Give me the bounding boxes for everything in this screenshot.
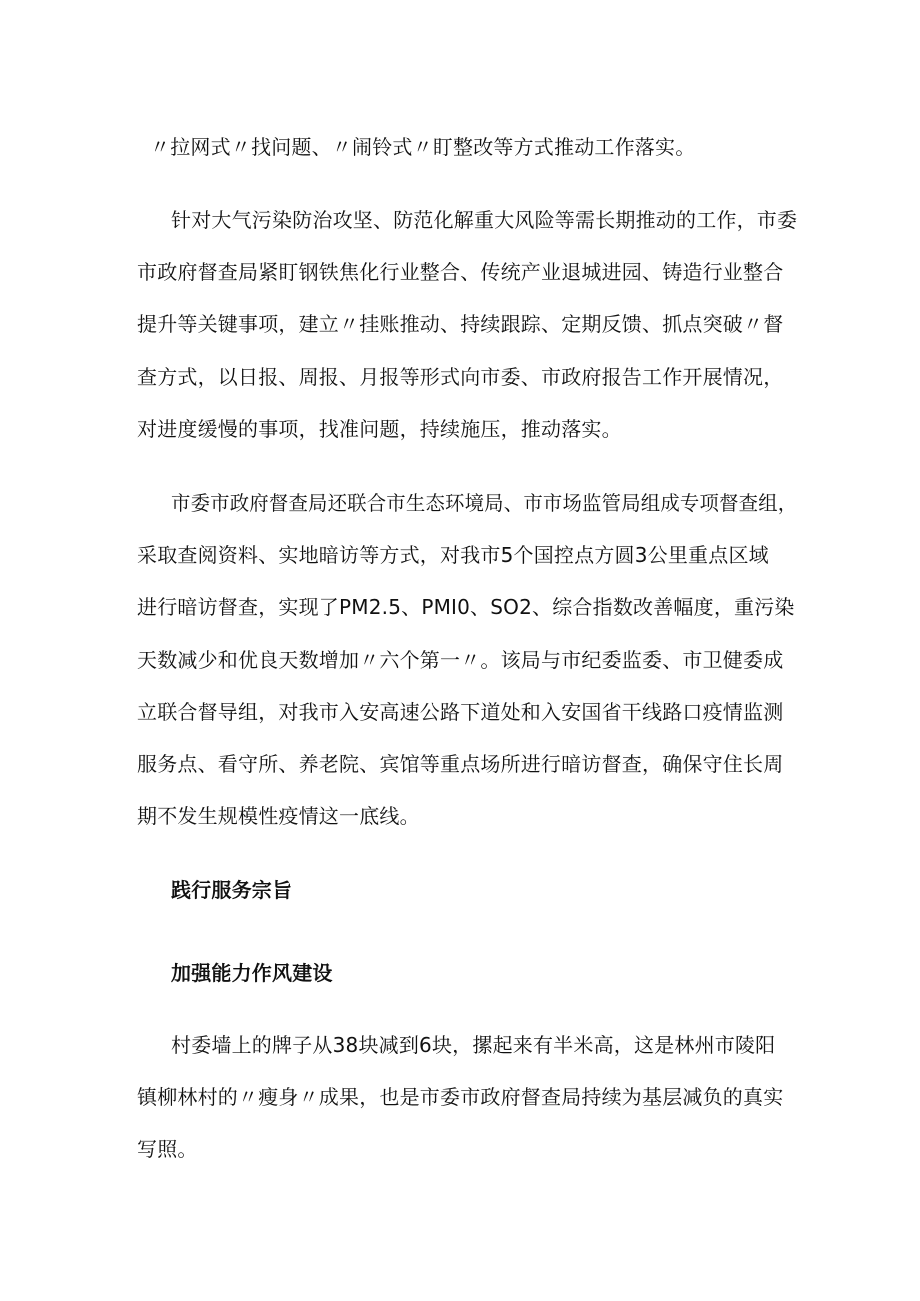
paragraph-line: 村委墙上的牌子从38块减到6块，摞起来有半米高，这是林州市陵阳 <box>171 1033 776 1057</box>
paragraph-line: 〃拉网式〃找问题、〃闹铃式〃盯整改等方式推动工作落实。 <box>150 135 696 159</box>
paragraph-line: 天数减少和优良天数增加〃六个第一〃。该局与市纪委监委、市卫健委成 <box>137 648 784 672</box>
paragraph-line: 采取查阅资料、实地暗访等方式，对我市5个国控点方圆3公里重点区域 <box>137 543 769 567</box>
paragraph-line: 市委市政府督查局还联合市生态环境局、市市场监管局组成专项督查组， <box>171 491 798 515</box>
paragraph-line: 提升等关键事项，建立〃挂账推动、持续跟踪、定期反馈、抓点突破〃督 <box>137 312 784 336</box>
paragraph-line: 写照。 <box>137 1137 198 1161</box>
section-heading: 加强能力作风建设 <box>171 961 333 985</box>
paragraph-line: 进行暗访督查，实现了PM2.5、PMI0、SO2、综合指数改善幅度，重污染 <box>137 595 795 619</box>
paragraph-line: 市政府督查局紧盯钢铁焦化行业整合、传统产业退城进园、铸造行业整合 <box>137 260 784 284</box>
paragraph-line: 服务点、看守所、养老院、宾馆等重点场所进行暗访督查，确保守住长周 <box>137 752 784 776</box>
paragraph-line: 查方式，以日报、周报、月报等形式向市委、市政府报告工作开展情况， <box>137 365 784 389</box>
paragraph-line: 针对大气污染防治攻坚、防范化解重大风险等需长期推动的工作，市委 <box>171 208 798 232</box>
paragraph-line: 对进度缓慢的事项，找准问题，持续施压，推动落实。 <box>137 417 622 441</box>
paragraph-line: 期不发生规模性疫情这一底线。 <box>137 804 420 828</box>
paragraph-line: 镇柳林村的〃瘦身〃成果，也是市委市政府督查局持续为基层减负的真实 <box>137 1085 784 1109</box>
section-heading: 践行服务宗旨 <box>171 878 293 902</box>
paragraph-line: 立联合督导组，对我市入安高速公路下道处和入安国省干线路口疫情监测 <box>137 700 784 724</box>
